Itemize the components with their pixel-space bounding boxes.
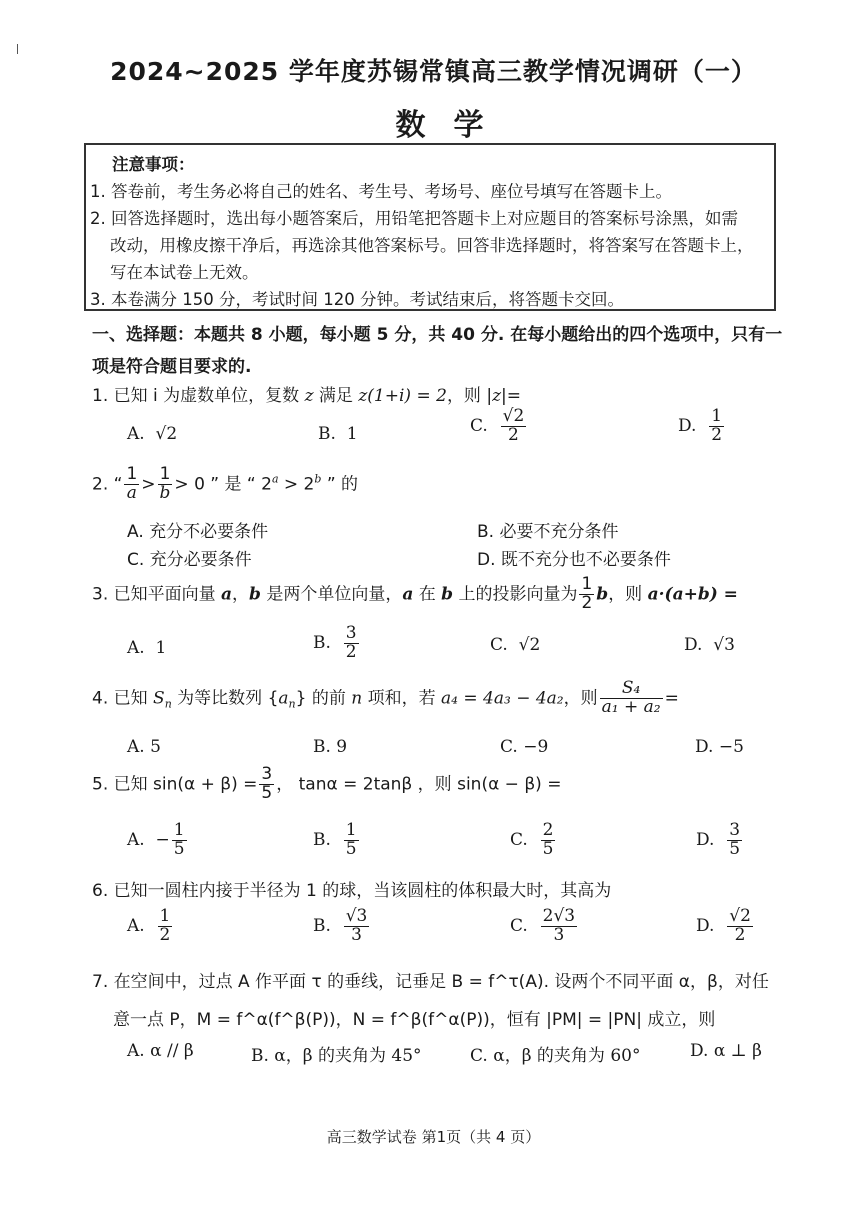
notice-item-1: 1. 答卷前，考生务必将自己的姓名、考生号、考场号、座位号填写在答题卡上。: [90, 182, 672, 201]
question-4-stem: 4. 已知 $S_n$ 为等比数列 $\{a_n\}$ 的前 n 项和，若 a₄ = 4a₃ − 4a₂，则 $\frac{\text{S₄}}{\text{a₁ + a₂}}$ =: [92, 678, 679, 717]
notice-item-2-cont: 改动，用橡皮擦干净后，再选涂其他答案标号。回答非选择题时，将答案写在答题卡上，: [110, 236, 754, 255]
question-6-stem: 6. 已知一圆柱内接于半径为 1 的球，当该圆柱的体积最大时，其高为: [92, 881, 612, 901]
notice-item-3: 3. 本卷满分 150 分，考试时间 120 分钟。考试结束后，将答题卡交回。: [90, 290, 624, 309]
q4-option-c: C. −9: [500, 737, 549, 757]
q2-option-c: C. 充分必要条件: [127, 550, 252, 570]
q5-option-d: D. $\frac{3}{5}$: [696, 820, 741, 859]
q6-option-a: A. $\frac{1}{2}$: [127, 906, 171, 945]
q2-option-b: B. 必要不充分条件: [477, 522, 619, 542]
question-7-line2: 意一点 P，M = f^α(f^β(P))，N = f^β(f^α(P))，恒有 |PM| = |PN| 成立，则: [113, 1010, 716, 1030]
q5-option-c: C. $\frac{2}{5}$: [510, 820, 554, 859]
page-footer: 高三数学试卷 第1页（共 4 页）: [326, 1128, 541, 1146]
subject-title: 数学: [395, 108, 512, 143]
q7-option-c: C. α，β 的夹角为 60°: [470, 1046, 641, 1066]
q1-option-d: D. $\frac{1}{2}$: [678, 406, 723, 445]
q3-option-d: D. √3: [684, 635, 735, 655]
q4-option-b: B. 9: [313, 737, 348, 757]
q4-option-a: A. 5: [127, 737, 161, 757]
q7-option-d: D. α ⊥ β: [690, 1041, 762, 1061]
notice-heading: 注意事项：: [112, 155, 195, 174]
q3-option-c: C. √2: [490, 635, 541, 655]
q1-option-a: A. √2: [127, 424, 178, 444]
q7-option-b: B. α，β 的夹角为 45°: [251, 1046, 422, 1066]
notice-item-2: 2. 回答选择题时，选出每小题答案后，用铅笔把答题卡上对应题目的答案标号涂黑，如需: [90, 209, 738, 228]
q6-option-d: D. $\frac{√2}{2}$: [696, 906, 751, 945]
question-1-stem: 1. 已知 i 为虚数单位，复数 z 满足 z(1+i) = 2，则 |z|=: [92, 386, 522, 406]
q5-option-b: B. $\frac{1}{5}$: [313, 820, 357, 859]
q2-option-a: A. 充分不必要条件: [127, 522, 269, 542]
question-7-line1: 7. 在空间中，过点 A 作平面 τ 的垂线，记垂足 B = f^τ(A). 设两个不同平面 α，β，对任: [92, 972, 769, 992]
q5-option-a: A. − $\frac{1}{5}$: [127, 820, 185, 859]
section-heading-line2: 项是符合题目要求的.: [92, 357, 252, 377]
question-5-stem: 5. 已知 sin(α + β) = $\frac{3}{5}$ ， tanα = 2tanβ ，则 sin(α − β) =: [92, 764, 562, 803]
notice-item-2-cont2: 写在本试卷上无效。: [110, 263, 259, 282]
q7-option-a: A. α // β: [127, 1041, 194, 1061]
q3-option-b: B. $\frac{3}{2}$: [313, 623, 357, 662]
q1-option-c: C. $\frac{√2}{2}$: [470, 406, 525, 445]
question-3-stem: 3. 已知平面向量 a，b 是两个单位向量，a 在 b 上的投影向量为 $\frac{1}{2}$ b，则 a·(a+b) =: [92, 574, 738, 613]
q2-option-d: D. 既不充分也不必要条件: [477, 550, 671, 570]
section-heading-line1: 一、选择题：本题共 8 小题，每小题 5 分，共 40 分. 在每小题给出的四个选项中，只有一: [92, 325, 783, 345]
q1-option-b: B. 1: [318, 424, 358, 444]
q3-option-a: A. 1: [127, 638, 167, 658]
q6-option-c: C. $\frac{2√3}{3}$: [510, 906, 576, 945]
exam-title: 2024~2025 学年度苏锡常镇高三教学情况调研（一）: [110, 57, 757, 86]
question-2-stem: 2. “ $\frac{1}{a}$ > $\frac{1}{b}$ > 0 ” 是 “ $2^a > 2^b$ ” 的: [92, 464, 359, 503]
q4-option-d: D. −5: [695, 737, 744, 757]
q6-option-b: B. $\frac{√3}{3}$: [313, 906, 368, 945]
